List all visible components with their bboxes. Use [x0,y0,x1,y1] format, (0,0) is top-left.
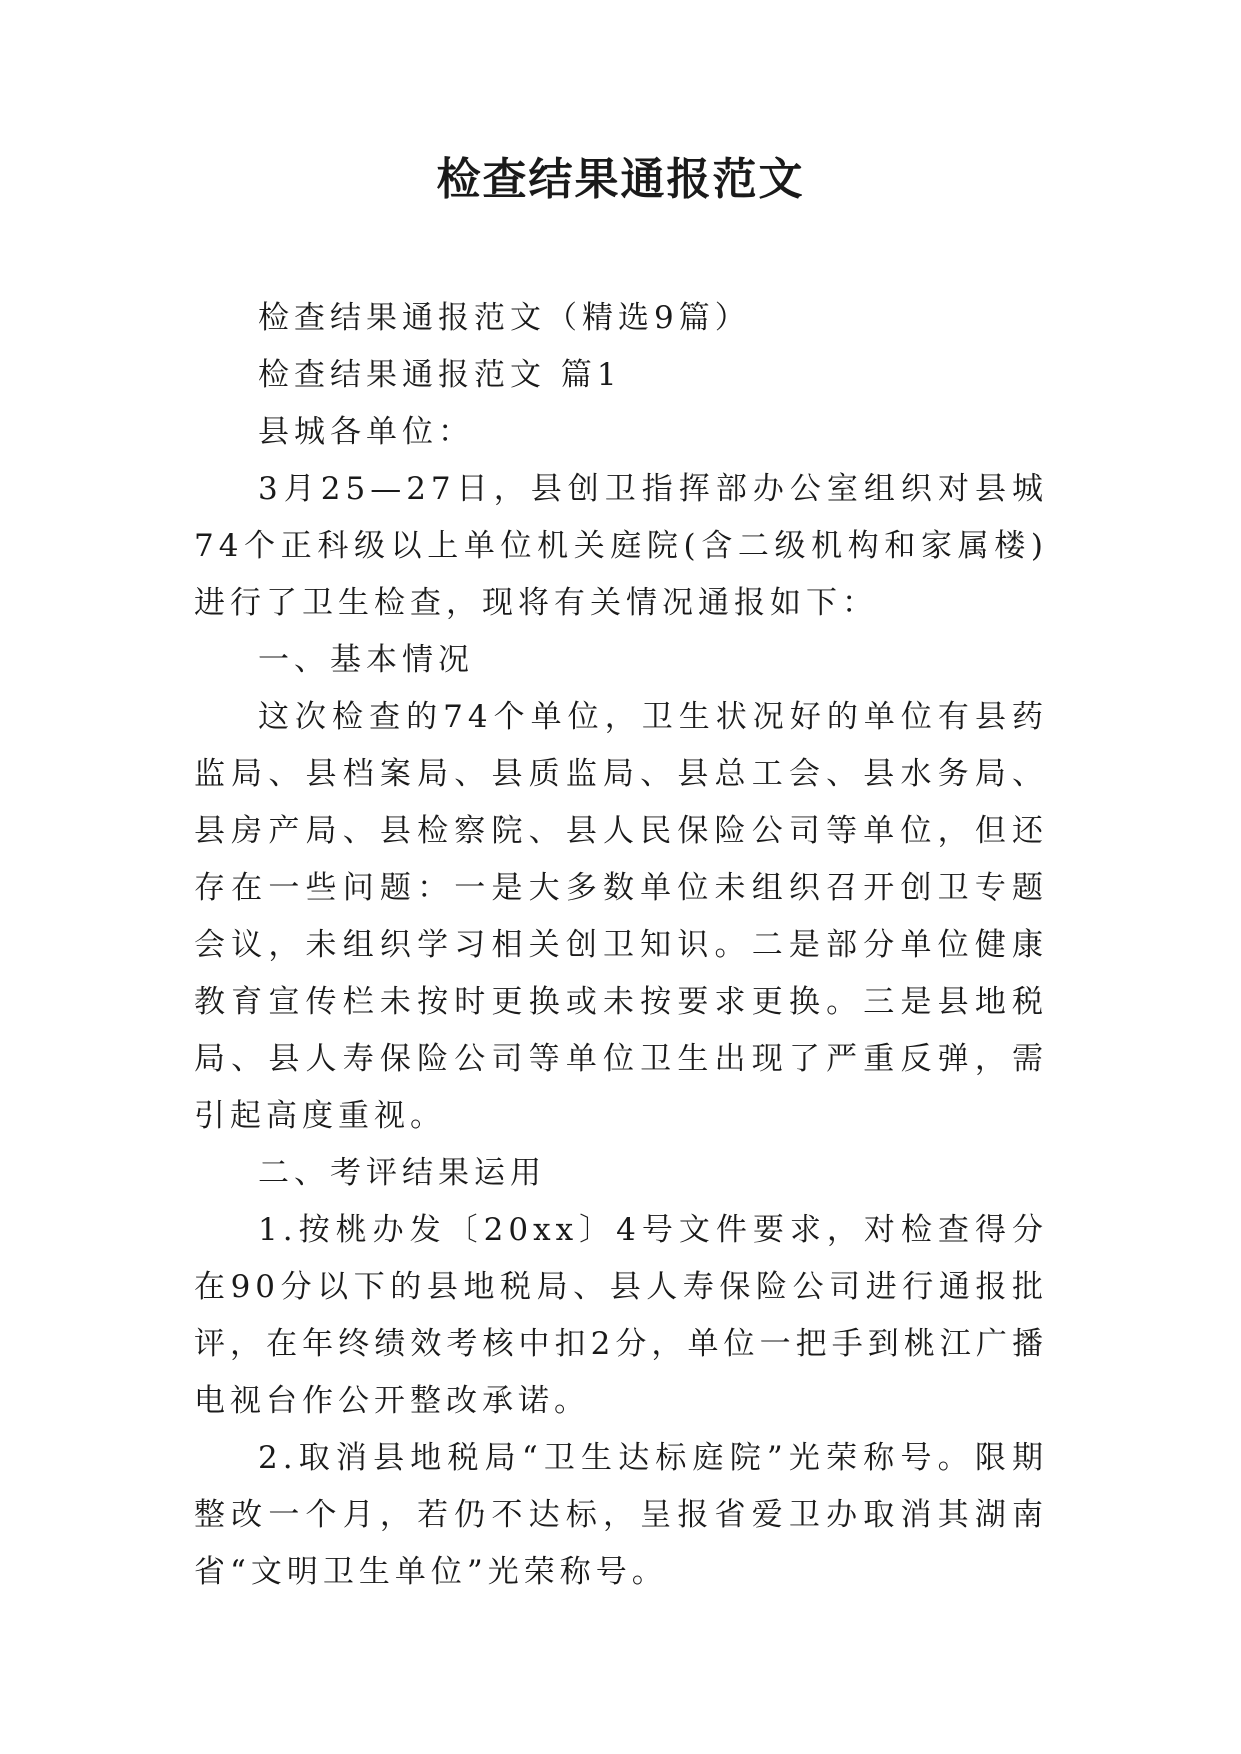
paragraph: 2.取消县地税局“卫生达标庭院”光荣称号。限期整改一个月，若仍不达标，呈报省爱卫办取消其湖南省“文明卫生单位”光荣称号。 [194,1440,1048,1590]
paragraph-salutation: 县城各单位： [258,414,474,450]
document-title: 检查结果通报范文 [436,154,805,205]
paragraph-section-heading: 检查结果通报范文 篇1 [258,357,622,393]
paragraph: 1.按桃办发〔20xx〕4号文件要求，对检查得分在90分以下的县地税局、县人寿保险公司进行通报批评，在年终绩效考核中扣2分，单位一把手到桃江广播电视台作公开整改承诺。 [194,1212,1048,1419]
paragraph: 3月25—27日，县创卫指挥部办公室组织对县城74个正科级以上单位机关庭院(含二级机构和家属楼)进行了卫生检查，现将有关情况通报如下： [194,471,1048,621]
document-body [194,290,1048,1601]
paragraph-subtitle: 检查结果通报范文（精选9篇） [258,300,751,336]
paragraph-heading: 一、基本情况 [258,642,474,678]
paragraph: 这次检查的74个单位，卫生状况好的单位有县药监局、县档案局、县质监局、县总工会、县水务局、县房产局、县检察院、县人民保险公司等单位，但还存在一些问题：一是大多数单位未组织召开创卫专题会议，未组织学习相关创卫知识。二是部分单位健康教育宣传栏未按时更换或未按要求更换。三是县地税局、县人寿保险公司等单位卫生出现了严重反弹，需引起高度重视。 [194,699,1048,1134]
paragraph-heading: 二、考评结果运用 [258,1155,546,1191]
